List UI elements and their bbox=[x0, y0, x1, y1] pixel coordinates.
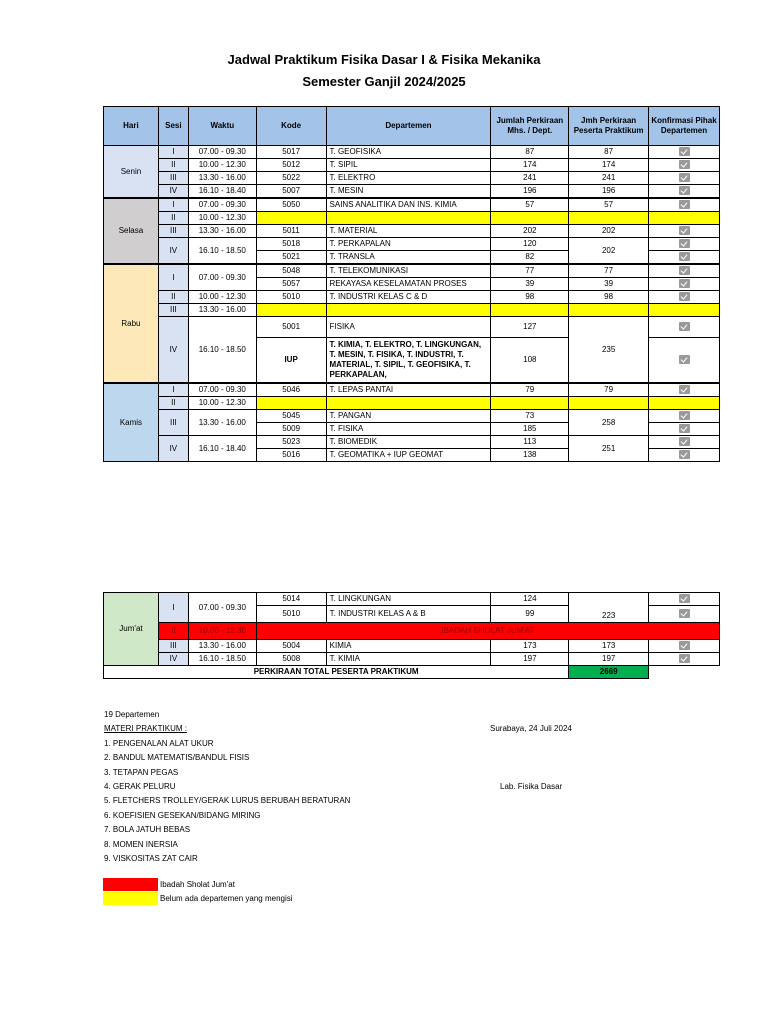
kode-cell: 5023 bbox=[256, 436, 326, 449]
waktu-cell: 13.30 - 16.00 bbox=[188, 172, 256, 185]
checkbox-checked-icon[interactable] bbox=[679, 186, 690, 195]
waktu-cell: 10.00 - 12.30 bbox=[188, 291, 256, 304]
sesi-cell: I bbox=[158, 593, 188, 623]
dept-cell: T. LINGKUNGAN bbox=[326, 593, 491, 606]
jmh-cell bbox=[569, 212, 649, 225]
kode-cell bbox=[256, 212, 326, 225]
col-header-departemen: Departemen bbox=[326, 107, 491, 146]
konfirmasi-cell bbox=[649, 317, 720, 338]
jmh-cell: 87 bbox=[569, 146, 649, 159]
checkbox-checked-icon[interactable] bbox=[679, 641, 690, 650]
jumlah-cell bbox=[491, 304, 569, 317]
kode-cell bbox=[256, 397, 326, 410]
checkbox-checked-icon[interactable] bbox=[679, 252, 690, 261]
jmh-cell bbox=[569, 397, 649, 410]
jumlah-cell: 138 bbox=[491, 449, 569, 462]
materi-item: 4. GERAK PELURU bbox=[104, 782, 176, 792]
jmh-cell: 241 bbox=[569, 172, 649, 185]
kode-cell: 5007 bbox=[256, 185, 326, 199]
kode-cell: 5010 bbox=[256, 606, 326, 623]
checkbox-checked-icon[interactable] bbox=[679, 385, 690, 394]
col-header-waktu: Waktu bbox=[188, 107, 256, 146]
materi-item: 8. MOMEN INERSIA bbox=[104, 839, 178, 849]
konfirmasi-cell bbox=[649, 304, 720, 317]
waktu-cell: 16.10 - 18.40 bbox=[188, 436, 256, 462]
table-row-empty bbox=[104, 397, 720, 410]
jumlah-cell: 82 bbox=[491, 251, 569, 265]
sesi-cell: III bbox=[158, 304, 188, 317]
table-row bbox=[104, 640, 720, 653]
col-header-hari: Hari bbox=[104, 107, 159, 146]
legend-yellow-label: Belum ada departemen yang mengisi bbox=[160, 894, 293, 903]
ibadah-cell: IBADAH SHOLAT JUM'AT bbox=[256, 623, 719, 640]
jmh-cell: 57 bbox=[569, 198, 649, 212]
materi-title: MATERI PRAKTIKUM : bbox=[104, 724, 187, 734]
table-row bbox=[104, 653, 720, 666]
waktu-cell: 07.00 - 09.30 bbox=[188, 146, 256, 159]
materi-item: 9. VISKOSITAS ZAT CAIR bbox=[104, 854, 198, 864]
waktu-cell: 13.30 - 16.00 bbox=[188, 304, 256, 317]
table-row bbox=[104, 317, 720, 338]
table-row bbox=[104, 238, 720, 251]
sesi-cell: I bbox=[158, 146, 188, 159]
checkbox-checked-icon[interactable] bbox=[679, 173, 690, 182]
jmh-cell: 98 bbox=[569, 291, 649, 304]
checkbox-checked-icon[interactable] bbox=[679, 594, 690, 603]
sesi-cell: IV bbox=[158, 317, 188, 384]
jumlah-cell: 73 bbox=[491, 410, 569, 423]
sesi-cell: III bbox=[158, 225, 188, 238]
waktu-cell: 10.00 - 12.30 bbox=[188, 397, 256, 410]
waktu-cell: 10.00 - 12.30 bbox=[188, 623, 256, 640]
kode-cell: IUP bbox=[256, 338, 326, 384]
dept-cell: T. GEOFISIKA bbox=[326, 146, 491, 159]
kode-cell: 5016 bbox=[256, 449, 326, 462]
dept-cell: T. SIPIL bbox=[326, 159, 491, 172]
notes-block bbox=[104, 708, 350, 866]
dept-cell: T. BIOMEDIK bbox=[326, 436, 491, 449]
schedule-table bbox=[103, 106, 720, 462]
kode-cell: 5057 bbox=[256, 278, 326, 291]
sesi-cell: III bbox=[158, 640, 188, 653]
konfirmasi-cell bbox=[649, 593, 720, 606]
dept-cell: T. GEOMATIKA + IUP GEOMAT bbox=[326, 449, 491, 462]
dept-cell: T. INDUSTRI KELAS C & D bbox=[326, 291, 491, 304]
kode-cell: 5018 bbox=[256, 238, 326, 251]
dept-count: 19 Departemen bbox=[104, 710, 160, 719]
jumlah-cell: 173 bbox=[491, 640, 569, 653]
sesi-cell: IV bbox=[158, 653, 188, 666]
dept-cell: KIMIA bbox=[326, 640, 491, 653]
kode-cell: 5048 bbox=[256, 264, 326, 278]
kode-cell: 5022 bbox=[256, 172, 326, 185]
col-header-konfirmasi: Konfirmasi Pihak Departemen bbox=[649, 107, 720, 146]
waktu-cell: 07.00 - 09.30 bbox=[188, 264, 256, 291]
jumlah-cell: 77 bbox=[491, 264, 569, 278]
kode-cell: 5017 bbox=[256, 146, 326, 159]
dept-cell: T. FISIKA bbox=[326, 423, 491, 436]
konfirmasi-cell bbox=[649, 264, 720, 278]
col-header-jumlah: Jumlah Perkiraan Mhs. / Dept. bbox=[491, 107, 569, 146]
col-header-kode: Kode bbox=[256, 107, 326, 146]
dept-cell: T. INDUSTRI KELAS A & B bbox=[326, 606, 491, 623]
jmh-cell: 235 bbox=[569, 317, 649, 384]
dept-cell bbox=[326, 212, 491, 225]
dept-cell: SAINS ANALITIKA DAN INS. KIMIA bbox=[326, 198, 491, 212]
konfirmasi-cell bbox=[649, 159, 720, 172]
konfirmasi-cell bbox=[649, 410, 720, 423]
sesi-cell: II bbox=[158, 212, 188, 225]
sesi-cell: II bbox=[158, 159, 188, 172]
kode-cell: 5010 bbox=[256, 291, 326, 304]
sesi-cell: I bbox=[158, 383, 188, 397]
table-row bbox=[104, 159, 720, 172]
waktu-cell: 16.10 - 18.40 bbox=[188, 185, 256, 199]
checkbox-checked-icon[interactable] bbox=[679, 609, 690, 618]
sesi-cell: I bbox=[158, 198, 188, 212]
day-cell-kamis: Kamis bbox=[104, 383, 159, 462]
header-row bbox=[104, 107, 720, 146]
sesi-cell: IV bbox=[158, 436, 188, 462]
kode-cell bbox=[256, 304, 326, 317]
table-row bbox=[104, 291, 720, 304]
kode-cell: 5021 bbox=[256, 251, 326, 265]
day-cell-senin: Senin bbox=[104, 146, 159, 199]
jumlah-cell: 196 bbox=[491, 185, 569, 199]
jumlah-cell: 79 bbox=[491, 383, 569, 397]
kode-cell: 5012 bbox=[256, 159, 326, 172]
jumlah-cell: 99 bbox=[491, 606, 569, 623]
table-row bbox=[104, 593, 720, 606]
table-row-ibadah bbox=[104, 623, 720, 640]
checkbox-checked-icon[interactable] bbox=[679, 654, 690, 663]
konfirmasi-cell bbox=[649, 436, 720, 449]
jumlah-cell bbox=[491, 212, 569, 225]
day-cell-rabu: Rabu bbox=[104, 264, 159, 383]
konfirmasi-cell bbox=[649, 185, 720, 199]
jmh-cell: 196 bbox=[569, 185, 649, 199]
legend-red-label: Ibadah Sholat Jum'at bbox=[160, 880, 235, 889]
sesi-cell: IV bbox=[158, 238, 188, 265]
konfirmasi-cell bbox=[649, 449, 720, 462]
schedule-table-jumat bbox=[103, 592, 720, 679]
konfirmasi-cell bbox=[649, 251, 720, 265]
jmh-cell: 173 bbox=[569, 640, 649, 653]
total-label: PERKIRAAN TOTAL PESERTA PRAKTIKUM bbox=[104, 666, 569, 679]
legend-red-swatch bbox=[103, 878, 158, 891]
materi-item: 1. PENGENALAN ALAT UKUR bbox=[104, 738, 214, 748]
waktu-cell: 16.10 - 18.50 bbox=[188, 317, 256, 384]
dept-cell: FISIKA bbox=[326, 317, 491, 338]
konfirmasi-cell bbox=[649, 383, 720, 397]
total-value: 2669 bbox=[569, 666, 649, 679]
materi-item: 5. FLETCHERS TROLLEY/GERAK LURUS BERUBAH BERATURAN bbox=[104, 796, 351, 806]
sesi-cell: II bbox=[158, 623, 188, 640]
checkbox-checked-icon[interactable] bbox=[679, 437, 690, 446]
jmh-cell: 202 bbox=[569, 225, 649, 238]
waktu-cell: 13.30 - 16.00 bbox=[188, 410, 256, 436]
materi-item: 7. BOLA JATUH BEBAS bbox=[104, 825, 191, 835]
kode-cell: 5050 bbox=[256, 198, 326, 212]
col-header-jmh: Jmh Perkiraan Peserta Praktikum bbox=[569, 107, 649, 146]
table-row bbox=[104, 436, 720, 449]
konfirmasi-cell bbox=[649, 606, 720, 623]
table-row bbox=[104, 383, 720, 397]
jmh-cell: 258 bbox=[569, 410, 649, 436]
place-date: Surabaya, 24 Juli 2024 bbox=[490, 724, 572, 733]
lab-name: Lab. Fisika Dasar bbox=[500, 782, 563, 791]
jmh-cell: 174 bbox=[569, 159, 649, 172]
waktu-cell: 10.00 - 12.30 bbox=[188, 159, 256, 172]
dept-cell: T. KIMIA bbox=[326, 653, 491, 666]
waktu-cell: 13.30 - 16.00 bbox=[188, 640, 256, 653]
konfirmasi-cell bbox=[649, 278, 720, 291]
total-row bbox=[104, 666, 720, 679]
dept-cell: T. PERKAPALAN bbox=[326, 238, 491, 251]
checkbox-checked-icon[interactable] bbox=[679, 450, 690, 459]
jumlah-cell: 120 bbox=[491, 238, 569, 251]
jumlah-cell: 185 bbox=[491, 423, 569, 436]
checkbox-checked-icon[interactable] bbox=[679, 424, 690, 433]
kode-cell: 5046 bbox=[256, 383, 326, 397]
checkbox-checked-icon[interactable] bbox=[679, 147, 690, 156]
konfirmasi-cell bbox=[649, 423, 720, 436]
konfirmasi-cell bbox=[649, 146, 720, 159]
checkbox-checked-icon[interactable] bbox=[679, 160, 690, 169]
dept-cell: T. KIMIA, T. ELEKTRO, T. LINGKUNGAN, T. MESIN, T. FISIKA, T. INDUSTRI, T. MATERIAL, T. SIPIL, T. GEOFISIKA, T. PERKAPALAN, bbox=[326, 338, 491, 384]
day-cell-jumat: Jum'at bbox=[104, 593, 159, 666]
checkbox-checked-icon[interactable] bbox=[679, 279, 690, 288]
table-row bbox=[104, 198, 720, 212]
checkbox-checked-icon[interactable] bbox=[679, 411, 690, 420]
waktu-cell: 13.30 - 16.00 bbox=[188, 225, 256, 238]
table-row bbox=[104, 264, 720, 278]
dept-cell: T. MESIN bbox=[326, 185, 491, 199]
jumlah-cell: 174 bbox=[491, 159, 569, 172]
konfirmasi-cell bbox=[649, 653, 720, 666]
table-row bbox=[104, 225, 720, 238]
table-row-empty bbox=[104, 212, 720, 225]
jumlah-cell bbox=[491, 397, 569, 410]
dept-cell: T. MATERIAL bbox=[326, 225, 491, 238]
jmh-cell: 251 bbox=[569, 436, 649, 462]
konfirmasi-cell bbox=[649, 238, 720, 251]
kode-cell: 5045 bbox=[256, 410, 326, 423]
waktu-cell: 16.10 - 18.50 bbox=[188, 238, 256, 265]
jumlah-cell: 57 bbox=[491, 198, 569, 212]
sesi-cell: II bbox=[158, 397, 188, 410]
jmh-cell: 77 bbox=[569, 264, 649, 278]
dept-cell: T. LEPAS PANTAI bbox=[326, 383, 491, 397]
table-row bbox=[104, 185, 720, 199]
kode-cell: 5001 bbox=[256, 317, 326, 338]
jumlah-cell: 108 bbox=[491, 338, 569, 384]
sesi-cell: III bbox=[158, 172, 188, 185]
jumlah-cell: 202 bbox=[491, 225, 569, 238]
konfirmasi-cell bbox=[649, 640, 720, 653]
dept-cell: T. TELEKOMUNIKASI bbox=[326, 264, 491, 278]
table-row bbox=[104, 146, 720, 159]
jumlah-cell: 39 bbox=[491, 278, 569, 291]
jmh-cell bbox=[569, 304, 649, 317]
dept-cell bbox=[326, 304, 491, 317]
konfirmasi-cell bbox=[649, 291, 720, 304]
jumlah-cell: 98 bbox=[491, 291, 569, 304]
konfirmasi-cell bbox=[649, 198, 720, 212]
checkbox-checked-icon[interactable] bbox=[679, 322, 690, 331]
konfirmasi-cell bbox=[649, 212, 720, 225]
sesi-cell: I bbox=[158, 264, 188, 291]
materi-item: 3. TETAPAN PEGAS bbox=[104, 767, 179, 777]
jmh-cell: 202 bbox=[569, 238, 649, 265]
konfirmasi-cell bbox=[649, 172, 720, 185]
col-header-sesi: Sesi bbox=[158, 107, 188, 146]
jumlah-cell: 113 bbox=[491, 436, 569, 449]
konfirmasi-cell bbox=[649, 225, 720, 238]
konfirmasi-cell bbox=[649, 397, 720, 410]
kode-cell: 5011 bbox=[256, 225, 326, 238]
checkbox-checked-icon[interactable] bbox=[679, 355, 690, 364]
konfirmasi-cell bbox=[649, 338, 720, 384]
page-title: Jadwal Praktikum Fisika Dasar I & Fisika Mekanika bbox=[227, 52, 541, 67]
materi-item: 2. BANDUL MATEMATIS/BANDUL FISIS bbox=[104, 753, 250, 763]
waktu-cell: 16.10 - 18.50 bbox=[188, 653, 256, 666]
jumlah-cell: 197 bbox=[491, 653, 569, 666]
kode-cell: 5014 bbox=[256, 593, 326, 606]
waktu-cell: 10.00 - 12.30 bbox=[188, 212, 256, 225]
waktu-cell: 07.00 - 09.30 bbox=[188, 593, 256, 623]
materi-item: 6. KOEFISIEN GESEKAN/BIDANG MIRING bbox=[104, 810, 261, 820]
sesi-cell: III bbox=[158, 410, 188, 436]
table-row bbox=[104, 410, 720, 423]
sesi-cell: IV bbox=[158, 185, 188, 199]
checkbox-checked-icon[interactable] bbox=[679, 292, 690, 301]
legend-yellow-swatch bbox=[103, 892, 158, 905]
dept-cell: REKAYASA KESELAMATAN PROSES bbox=[326, 278, 491, 291]
kode-cell: 5008 bbox=[256, 653, 326, 666]
total-spacer bbox=[649, 666, 720, 679]
jumlah-cell: 87 bbox=[491, 146, 569, 159]
kode-cell: 5004 bbox=[256, 640, 326, 653]
table-row bbox=[104, 172, 720, 185]
waktu-cell: 07.00 - 09.30 bbox=[188, 198, 256, 212]
page-subtitle: Semester Ganjil 2024/2025 bbox=[302, 74, 466, 89]
checkbox-checked-icon[interactable] bbox=[679, 226, 690, 235]
checkbox-checked-icon[interactable] bbox=[679, 266, 690, 275]
waktu-cell: 07.00 - 09.30 bbox=[188, 383, 256, 397]
kode-cell: 5009 bbox=[256, 423, 326, 436]
table-row-empty bbox=[104, 304, 720, 317]
dept-cell: T. ELEKTRO bbox=[326, 172, 491, 185]
jmh-cell: 223 bbox=[569, 593, 649, 623]
jumlah-cell: 127 bbox=[491, 317, 569, 338]
dept-cell bbox=[326, 397, 491, 410]
dept-cell: T. PANGAN bbox=[326, 410, 491, 423]
jmh-cell: 197 bbox=[569, 653, 649, 666]
jmh-cell: 79 bbox=[569, 383, 649, 397]
dept-cell: T. TRANSLA bbox=[326, 251, 491, 265]
checkbox-checked-icon[interactable] bbox=[679, 200, 690, 209]
checkbox-checked-icon[interactable] bbox=[679, 239, 690, 248]
sesi-cell: II bbox=[158, 291, 188, 304]
day-cell-selasa: Selasa bbox=[104, 198, 159, 264]
jumlah-cell: 124 bbox=[491, 593, 569, 606]
jmh-cell: 39 bbox=[569, 278, 649, 291]
jumlah-cell: 241 bbox=[491, 172, 569, 185]
